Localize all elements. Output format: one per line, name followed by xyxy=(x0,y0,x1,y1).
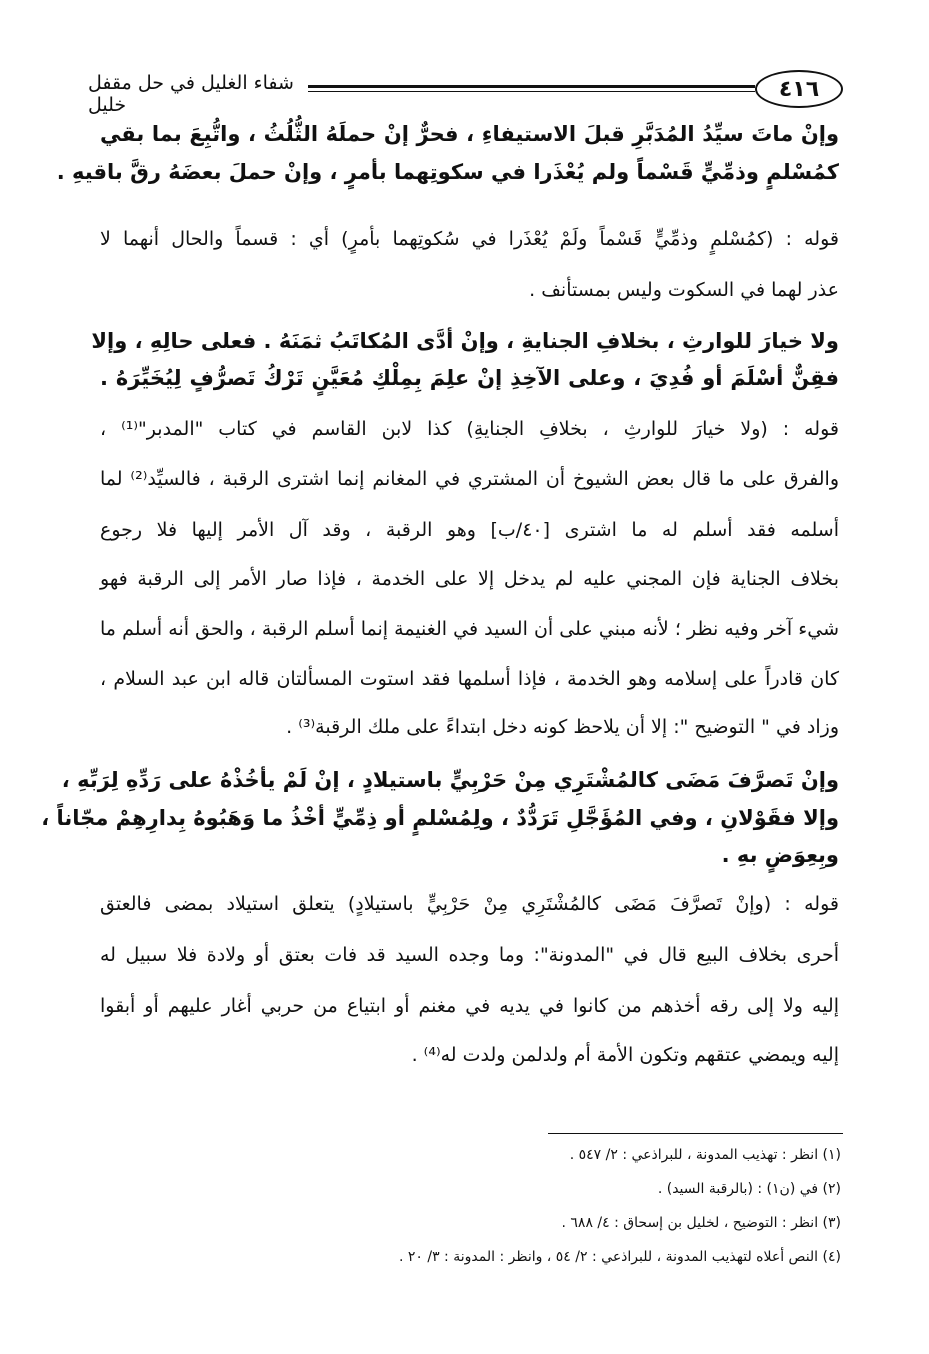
footnote: (١) انظر : تهذيب المدونة ، للبراذعي : ٢/ ٥٤٧ . xyxy=(569,1147,841,1163)
commentary-line: إليه ولا إلى رقه أخذهم من كانوا في يديه في مغنم أو ابتياع من حربي أغار عليهم أو أبقوا xyxy=(100,995,839,1017)
header-rule-thin xyxy=(308,91,755,92)
page-header xyxy=(88,66,843,116)
commentary-line: شيء آخر وفيه نظر ؛ لأنه مبني على أن السيد في الغنيمة إنما أسلم الرقبة ، والحق أنه أسلم ما xyxy=(100,618,839,640)
commentary-line: وزاد في " التوضيح ": إلا أن يلاحظ كونه دخل ابتداءً على ملك الرقبة⁽³⁾ . xyxy=(286,716,839,738)
footnote: (٣) انظر : التوضيح ، لخليل بن إسحاق : ٤/ ٦٨٨ . xyxy=(561,1215,841,1231)
matn-line: فقِنٌّ أسْلَمَ أو فُدِيَ ، وعلى الآخِذِ إنْ علِمَ بِمِلْكِ مُعَيَّنٍ تَرْكُ تَصرُّفٍ لِيُخَيِّرَهُ . xyxy=(100,366,839,390)
commentary-line: قوله : (كمُسْلمٍ وذمِّيٍّ قَسْماً ولَمْ يُعْذَرا في سُكوتِهما بأمرٍ) أي : قسماً والحال أنهما لا xyxy=(100,228,839,250)
commentary-line: أسلمه فقد أسلم له ما اشترى [٤٠/ب] وهو الرقبة ، وقد آل الأمر إليها فلا رجوع xyxy=(100,519,839,541)
matn-line: ولا خيارَ للوارثِ ، بخلافِ الجنايةِ ، وإنْ أدَّى المُكاتَبُ ثمَنَهُ . فعلى حالِهِ ، وإلا xyxy=(91,329,839,353)
commentary-line: والفرق على ما قال بعض الشيوخ أن المشتري في المغانم إنما اشترى الرقبة ، فالسيِّد⁽²⁾ لما xyxy=(100,468,839,490)
matn-line: وإنْ ماتَ سيِّدُ المُدَبَّرِ قبلَ الاستيفاءِ ، فحرٌّ إنْ حملَهُ الثُّلُثُ ، واتُّبِعَ بما بقي xyxy=(100,122,839,146)
footnote-separator xyxy=(548,1133,843,1134)
matn-line: وإلا فقَوْلانِ ، وفي المُؤَجَّلِ تَرَدُّدٌ ، ولِمُسْلمٍ أو ذِمِّيٍّ أخْذُ ما وَهَبُوهُ بِدارِهِمْ مجّاناً ، xyxy=(41,806,839,830)
matn-line: وإنْ تَصرَّفَ مَضَى كالمُشْتَرِي مِنْ حَرْبِيٍّ باستيلادٍ ، إنْ لَمْ يأخُذْهُ على رَدِّهِ لِرَبِّهِ ، xyxy=(61,768,839,792)
running-title: شفاء الغليل في حل مقفل خليل xyxy=(88,72,294,116)
commentary-line: بخلاف الجناية فإن المجني عليه لم يدخل إلا على الخدمة ، فإذا صار الأمر إلى الرقبة فهو xyxy=(100,568,839,590)
commentary-line: كان قادراً على إسلامه وهو الخدمة ، فإذا أسلمها فقد استوت المسألتان قاله ابن عبد السلام ، xyxy=(100,668,839,690)
commentary-line: إليه ويمضي عتقهم وتكون الأمة أم ولدلمن ولدت له⁽⁴⁾ . xyxy=(411,1044,839,1066)
header-rule xyxy=(308,85,755,88)
footnote: (٤) النص أعلاه لتهذيب المدونة ، للبراذعي : ٢/ ٥٤ ، وانظر : المدونة : ٣/ ٢٠ . xyxy=(398,1249,841,1265)
commentary-line: قوله : (وإنْ تَصرَّفَ مَضَى كالمُشْتَرِي مِنْ حَرْبِيٍّ باستيلادٍ) يتعلق استيلاد بمضى فالعتق xyxy=(100,893,839,915)
page-number: ٤١٦ xyxy=(755,70,843,108)
matn-line: كمُسْلمٍ وذمِّيٍّ قَسْماً ولم يُعْذَرا في سكوتِهما بأمرٍ ، وإنْ حملَ بعضَهُ رقَّ باقيهِ . xyxy=(56,160,839,184)
commentary-line: أحرى بخلاف البيع قال في "المدونة": وما وجده السيد قد فات بعتق أو ولادة فلا سبيل له xyxy=(100,944,839,966)
commentary-line: قوله : (ولا خيارَ للوارثِ ، بخلافِ الجنايةِ) كذا لابن القاسم في كتاب "المدبر"⁽¹⁾ ، xyxy=(100,418,839,440)
matn-line: وبِعِوَضٍ بهِ . xyxy=(721,843,839,867)
commentary-line: عذر لهما في السكوت وليس بمستأنف . xyxy=(529,279,839,301)
footnote: (٢) في (ن١) : (بالرقبة السيد) . xyxy=(657,1181,841,1197)
